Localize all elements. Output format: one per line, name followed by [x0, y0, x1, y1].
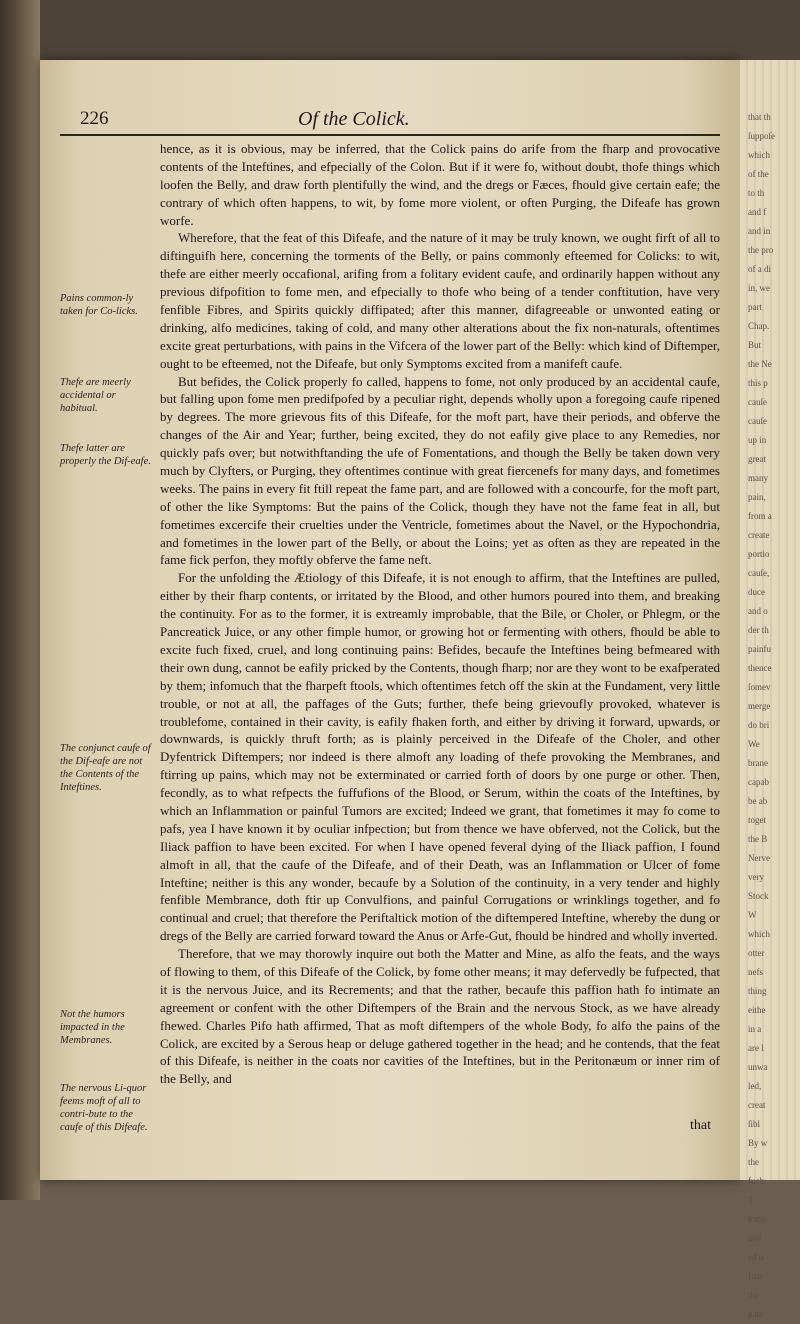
- facing-page-fragment: and: [748, 1233, 761, 1243]
- facing-page-fragment: part: [748, 302, 762, 312]
- facing-page-fragment: great: [748, 454, 766, 464]
- paragraph: For the unfolding the Ætiology of this Difeafe, it is not enough to affirm, that the Inteftines are pulled, either by their fharp contents, or irritated by the Blood, and other humors poured into them, and breaking the continuity. For as to the former, it is extreamly improbable, that the Bile, or Choler, or Phlegm, or the Pancreatick Juice, or any other fimple humor, or growing hot or fermenting with others, fhould be able to excite fuch fixed, cruel, and long continuing pains: Befides, becaufe the Inteftines being befmeared with their own dung, cannot be eafily pricked by the Contents, though fharp; nor are they wont to be exafperated by them; infomuch that the fharpeft ftools, which oftentimes fetch off the skin at the Fundament, very little trouble, or not at all, the paffages of the Guts; further, thefe being grievoufly provoked, whatever is troublefome, contained in their cavity, is eafily fhaken forth, and either by driving it forward, upwards, or downwards, is quickly thruft forth; as is plainly perceived in the Difeafe of the Choler, and other Dyfentrick Diftempers; nor indeed is there almoft any loading of thefe provoking the Membranes, and ftirring up pains, which may not be exterminated or carried forth of doors by one purge or other. Then, fecondly, as to what refpects the fuffufions of the Blood, or Serum, within the coats of the Inteftines, by which an Inflammation or painful Tumors are excited; Indeed we grant, that fometimes it may fo come to pafs, yea I have known it by oculiar infpection; but from thence we have obferved, not the Colick, but the Iliack paffion to have been excited. For when I have opened feveral dying of the Iliack paffion, I found almoft in all, that the caufe of the Difeafe, and of their Death, was an Inflammation or Ulcer of fome Inteftine; neither is this any wonder, becaufe by a Solution of the continuity, in a very tender and highly fenfible Membrance, doth ftir up Convulfions, and painful Corrugations or wrinklings together, and fo continual and cruel; that therefore the Periftaltick motion of the diftempered Inteftine, whereby the dung or dregs of the Belly are carried forward toward the Anus or Arfe-Gut, fhould be hindred and wholly inverted.: [160, 570, 720, 944]
- facing-page-fragment: the B: [748, 834, 768, 844]
- margin-note: The nervous Li-quor feems moft of all to contri-bute to the caufe of this Difeafe.: [60, 1083, 148, 1133]
- margin-note: Thefe latter are properly the Dif-eafe.: [60, 443, 151, 467]
- facing-page-fragment: der th: [748, 625, 769, 635]
- paragraph: But befides, the Colick properly fo called, happens to fome, not only produced by an accidental caufe, but falling upon fome men predifpofed by a peculiar right, depends wholly upon a foregoing caufe ripened by degrees. The more grievous fits of this Difeafe, for the moft part, have their periods, and obferve the changes of the Air and Year; further, being excited, they do not eafily give place to any Remedies, nor quickly pafs over; but notwithftanding the ufe of Fomentations, and though the Belly be taken down very much by Clyfters, or Purging, they oftentimes continue with great fiercenefs for many days, and fometimes weeks. The pains in every fit ftill repeat the fame part, and are followed with a concourfe, for the moft part, of other the like Symptoms: But the pains of the Colick, though they have not the fame feat in all, but fometimes excercife their cruelties under the Ventricle, fometimes about the Navel, or the Hypochondria, and fometimes in the lower part of the Belly, or about the Loins; yet as often as they are repeated in the fame fick perfon, they moftly obferve the fame neft.: [160, 373, 720, 568]
- facing-page-fragment: led,: [748, 1081, 762, 1091]
- facing-page-fragment: ed u: [748, 1252, 764, 1262]
- facing-page-fragment: pain,: [748, 492, 766, 502]
- facing-page-fragment: toget: [748, 815, 766, 825]
- facing-page-fragment: Chap.: [748, 321, 770, 331]
- facing-page-fragment: do bri: [748, 720, 770, 730]
- facing-page-fragment: brane: [748, 758, 768, 768]
- facing-page-fragment: unwa: [748, 1062, 768, 1072]
- facing-page-fragment: thence: [748, 663, 772, 673]
- facing-page-fragment: the: [748, 1290, 759, 1300]
- page-number: 226: [80, 108, 109, 129]
- facing-page-fragment: fuch: [748, 1176, 764, 1186]
- facing-page-fragment: creat: [748, 1100, 766, 1110]
- facing-page-fragment: from a: [748, 511, 772, 521]
- facing-page-fragment: merge: [748, 701, 771, 711]
- paragraph: Therefore, that we may thorowly inquire out both the Matter and Mine, as alfo the feats, and the ways of flowing to them, of this Difeafe of the Colick, by fome other means; it may defervedly be fufpected, that it is the nervous Juice, and its Recrements; and that the rather, becaufe this paffion hath fo intimate an agreement or confent with the other Diftempers of the Brain and the nervous Stock, as we have already fhewed. Charles Pifo hath affirmed, That as moft diftempers of the whole Body, fo alfo the pains of the Colick, are excited by a Serous heap or deluge gathered together in the head; and he contends, that the feat of this Difeafe, is neither in the coats nor cavities of the Inteftines, but in the Peritonæum or inner rim of the Belly, and: [160, 946, 720, 1087]
- margin-note: Not the humors impacted in the Membranes.: [60, 1009, 125, 1046]
- facing-page-fragment: of the: [748, 169, 769, 179]
- margin-note: The conjunct caufe of the Dif-eafe are not the Contents of the Inteftines.: [60, 743, 151, 793]
- facing-page-fragment: in, we: [748, 283, 770, 293]
- facing-page-fragment: pate: [748, 1309, 763, 1319]
- facing-page-fragment: the pro: [748, 245, 774, 255]
- facing-page-fragment: create: [748, 530, 770, 540]
- facing-page-fragment: that th: [748, 112, 771, 122]
- page-header: [60, 108, 720, 136]
- facing-page-fragment: capab: [748, 777, 769, 787]
- book-top-edge: [40, 0, 800, 60]
- book-spine: [0, 0, 40, 1200]
- margin-note: Pains common-ly taken for Co-licks.: [60, 293, 138, 317]
- facing-page-fragment: Stock: [748, 891, 769, 901]
- facing-page-fragment: Nerve: [748, 853, 770, 863]
- facing-page-fragment: eithe: [748, 1005, 766, 1015]
- facing-page-fragment: and in: [748, 226, 771, 236]
- facing-page-fragment: W: [748, 910, 757, 920]
- facing-page-fragment: But: [748, 340, 762, 350]
- facing-page-fragment: Lyn: [748, 1271, 763, 1281]
- facing-page-fragment: ſibl: [748, 1119, 761, 1129]
- facing-page-fragment: many: [748, 473, 768, 483]
- facing-page-fragment: which: [748, 150, 770, 160]
- running-title: Of the Colick.: [298, 108, 410, 130]
- facing-page-fragment: cauſe: [748, 397, 767, 407]
- facing-page-fragment: thing: [748, 986, 767, 996]
- facing-page-fragment: otter: [748, 948, 765, 958]
- margin-note: Thefe are meerly accidental or habitual.: [60, 377, 131, 414]
- facing-page-fragment: of a di: [748, 264, 771, 274]
- facing-page-fragment: this p: [748, 378, 768, 388]
- facing-page-edge: [740, 60, 800, 1319]
- facing-page-fragment: ſome: [748, 1214, 766, 1224]
- facing-page-fragment: nefs: [748, 967, 763, 977]
- facing-page-fragment: the Ne: [748, 359, 772, 369]
- facing-page-fragment: which: [748, 929, 770, 939]
- facing-page-fragment: cauſe,: [748, 568, 770, 578]
- facing-page-fragment: up in: [748, 435, 767, 445]
- facing-page-fragment: in a: [748, 1024, 762, 1034]
- facing-page-fragment: portio: [748, 549, 770, 559]
- facing-page-fragment: the: [748, 1157, 759, 1167]
- facing-page-fragment: We: [748, 739, 760, 749]
- facing-page-fragment: T: [748, 1195, 754, 1205]
- facing-page-fragment: and o: [748, 606, 768, 616]
- facing-page-fragment: cauſe: [748, 416, 767, 426]
- facing-page-fragment: to th: [748, 188, 765, 198]
- facing-page-fragment: duce: [748, 587, 765, 597]
- facing-page-fragment: and f: [748, 207, 767, 217]
- paragraph: Wherefore, that the feat of this Difeafe, and the nature of it may be truly known, we ought firft of all to diftinguifh here, concerning the torments of the Belly, or pains commonly efteemed for Colicks: to wit, thefe are either meerly occafional, arifing from a folitary evident caufe, and ordinarily happen without any previous difpofition to fome men, and efpecially to thofe who being of a tender conftitution, have very fenfible Fibres, and Spirits quickly diffipated; after this manner, difagreeable or unwonted eating or drinking, alfo medicines, taking of cold, and many other alterations about the fix non-naturals, oftentimes excite great perturbations, with pains in the Vifcera of the lower part of the Belly: which kind of Diftemper, ought to be efteemed, not the Difeafe, but only Symptoms excited from a manifeft caufe.: [160, 230, 720, 371]
- facing-page-fragment: ſomev: [748, 682, 771, 692]
- facing-page-fragment: ſuppoſe: [748, 131, 775, 141]
- facing-page-fragment: are l: [748, 1043, 764, 1053]
- facing-page-fragment: By w: [748, 1138, 768, 1148]
- paragraph: hence, as it is obvious, may be inferred, that the Colick pains do arife from the fharp and provocative contents of the Inteftines, and efpecially of the Colon. But if it were fo, without doubt, thofe things which loofen the Belly, and draw forth plentifully the wind, and the dregs or Fæces, fhould give certain eafe; the contrary of which often happens, to wit, by fome more violent, or often Purging, the Difeafe has grown worfe.: [160, 141, 720, 228]
- catchword: that: [690, 1118, 711, 1133]
- body-text: [160, 140, 720, 1088]
- facing-page-fragment: painfu: [748, 644, 771, 654]
- facing-page-fragment: very: [748, 872, 764, 882]
- facing-page-fragment: be ab: [748, 796, 768, 806]
